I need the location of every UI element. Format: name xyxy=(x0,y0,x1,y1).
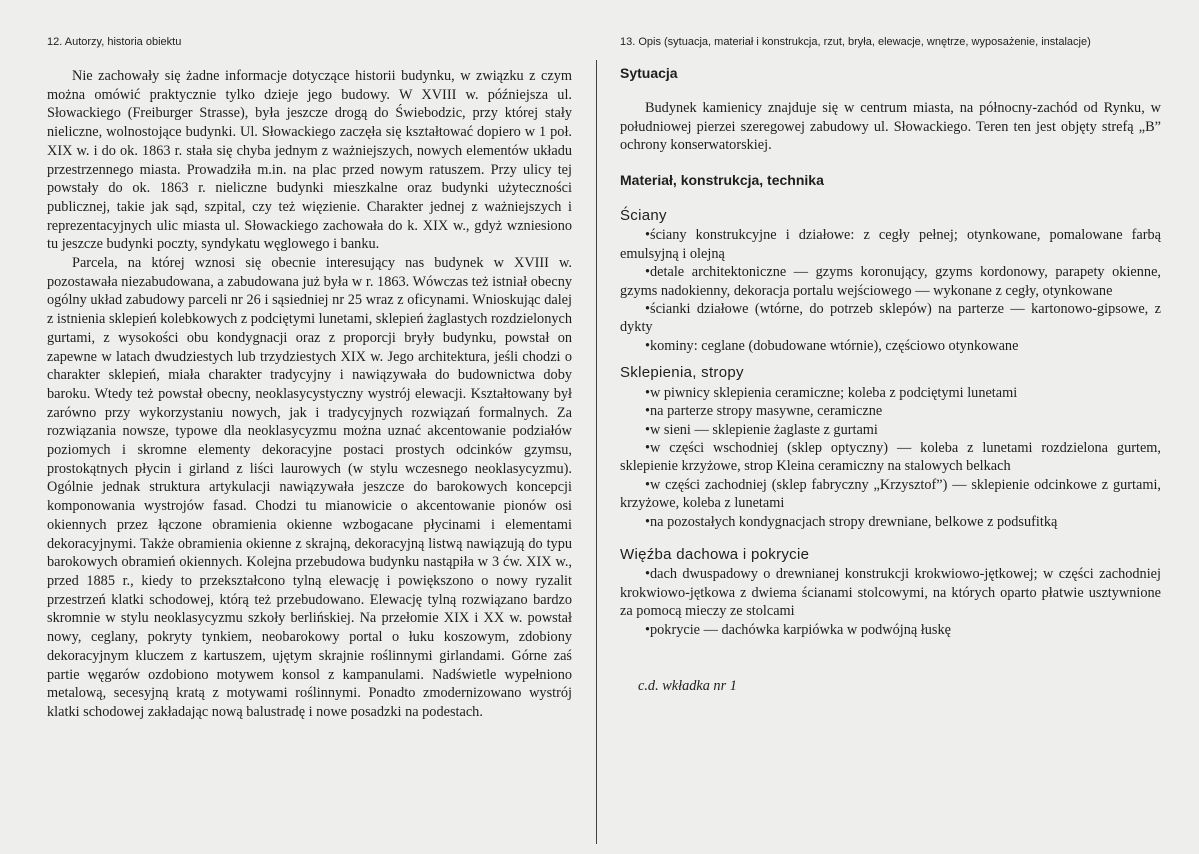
section-12-header: 12. Autorzy, historia obiektu xyxy=(47,36,182,48)
continuation-note: c.d. wkładka nr 1 xyxy=(638,677,737,694)
sklepienia-item: •w części wschodniej (sklep optyczny) — koleba z lunetami rozdzielona gurtem, sklepienie krzyżowe, strop Kleina ceramiczny na stalowych belkach xyxy=(620,439,1161,475)
sciany-item: •kominy: ceglane (dobudowane wtórnie), częściowo otynkowane xyxy=(645,337,1019,354)
sklepienia-item: •w części zachodniej (sklep fabryczny „Krzysztof”) — sklepienie odcinkowe z gurtami, krzyżowe, koleba z lunetami xyxy=(620,476,1161,512)
wiezba-heading: Więźba dachowa i pokrycie xyxy=(620,545,810,563)
sklepienia-heading: Sklepienia, stropy xyxy=(620,364,744,382)
sklepienia-item: •w piwnicy sklepienia ceramiczne; koleba z podciętymi lunetami xyxy=(645,384,1018,401)
wiezba-item: •dach dwuspadowy o drewnianej konstrukcji krokwiowo-jętkowej; w części zachodniej krokwiowo-jętkowa z dwiema ścianami stolcowymi, na których oparto płatwie usztywnione za pomocą mieczy ze stolcami xyxy=(620,566,1161,620)
description-column xyxy=(620,64,1161,695)
wiezba-item: •pokrycie — dachówka karpiówka w podwójną łuskę xyxy=(645,621,951,638)
sciany-item: •ściany konstrukcyjne i działowe: z cegły pełnej; otynkowane, pomalowane farbą emulsyjną i olejną xyxy=(620,227,1161,262)
history-column xyxy=(47,67,572,722)
column-divider xyxy=(596,60,597,844)
sciany-item: •ścianki działowe (wtórne, do potrzeb sklepów) na parterze — kartonowo-gipsowe, z dykty xyxy=(620,301,1161,336)
sytuacja-text: Budynek kamienicy znajduje się w centrum miasta, na północny-zachód od Rynku, w południowej pierzei szeregowej zabudowy ul. Słowackiego. Teren ten jest objęty strefą „B” ochrony konserwatorskiej. xyxy=(620,100,1161,154)
sciany-heading: Ściany xyxy=(620,207,667,225)
sciany-item: •detale architektoniczne — gzyms koronujący, gzyms kordonowy, parapety okienne, gzyms nadokienny, dekoracja portalu wejściowego — wykonane z cegły, otynkowane xyxy=(620,264,1161,299)
sytuacja-heading: Sytuacja xyxy=(620,65,678,81)
sklepienia-item: •na parterze stropy masywne, ceramiczne xyxy=(645,403,883,420)
history-paragraph-2: Parcela, na której wznosi się obecnie interesujący nas budynek w XVIII w. pozostawała niezabudowana, a zabudowana już była w r. 1863. Wówczas też istniał obecny ogólny układ zabudowy parceli nr 26 i sąsiedniej nr 25 wraz z oficynami. Wnioskując dalej z istnienia sklepień kolebkowych z podciętymi lunetami, sklepień żaglastych rozdzielonych gurtami, z wysokości obu kondygnacji oraz z proporcji bryły budynku, powstał on zapewne w latach dwudziestych lub trzydziestych XIX w. Jego architektura, jeśli chodzi o charakter sklepień, miała charakter tradycyjny i nawiązywała do budownictwa doby baroku. Wtedy też powstał obecny, neoklasycystyczny wystrój elewacji. Kształtowany był zarówno przy wykorzystaniu nowych, jak i tradycyjnych rozwiązań formalnych. Za rozwiązania nowsze, typowe dla neoklasycyzmu można uznać akcentowanie podziałów poziomych i skromne elementy dekoracyjne postaci prostych odcinków gzymsu, prostokątnych płycin i girland z liści laurowych (w stylu wczesnego neoklasycyzmu). Ogólnie jednak struktura artykulacji nawiązywała jeszcze do barokowych koncepcji komponowania wystrojów fasad. Chodzi tu mianowicie o akcentowanie pionów osi okiennych przez łączone obramienia okienne wzbogacane płycinami i elementami dekoracyjnymi. Także obramienia okienne z skrajną, dekoracyjną listwą nawiązują do typu barokowych obramień okiennych. Kolejna przebudowa budynku nastąpiła w 3 ćw. XIX w., przed 1885 r., kiedy to przekształcono tylną elewację i powiększono o nowy ryzalit przestrzeń klatki schodowej, którą też przebudowano. Elewację tylną rozwiązano bardzo skromnie w stylu neoklasycyzmu szkoły berlińskiej. Na przełomie XIX i XX w. powstał nowy, ceglany, pokryty tynkiem, neobarokowy portal o łuku koszowym, zdobiony dekoracyjnym kluczem z kartuszem, ujętym skrajnie roślinnymi girlandami. Górne zaś partie węgarów ozdobiono motywem konsol z kampanulami. Nadświetle wypełniono metalową, secesyjną kratą z motywami roślinnymi. Ponadto zmodernizowano wystrój klatki schodowej zakładając nową balustradę i nowe posadzki na podestach. xyxy=(47,255,572,720)
section-13-header: 13. Opis (sytuacja, materiał i konstrukcja, rzut, bryła, elewacje, wnętrze, wyposażenie, instalacje) xyxy=(620,36,1091,48)
sklepienia-item: •w sieni — sklepienie żaglaste z gurtami xyxy=(645,421,878,438)
sklepienia-item: •na pozostałych kondygnacjach stropy drewniane, belkowe z podsufitką xyxy=(645,513,1058,530)
material-heading: Materiał, konstrukcja, technika xyxy=(620,171,824,188)
history-paragraph-1: Nie zachowały się żadne informacje dotyczące historii budynku, w związku z czym można omówić praktycznie tylko dzieje jego budowy. W XVIII w. późniejsza ul. Słowackiego (Freiburger Strasse), była jeszcze drogą do Świebodzic, przy której stały nieliczne, wolnostojące budynki. Ul. Słowackiego zaczęła się kształtować dopiero w 1 poł. XIX w. i do ok. 1863 r. stała się chyba jednym z ważniejszych, nowych elementów układu przestrzennego miasta. Prowadziła m.in. na plac przed nowym ratuszem. Przy ulicy tej powstały do ok. 1863 r. nieliczne budynki mieszkalne oraz budynki użyteczności publicznej, takie jak sąd, szpital, czy też więzienie. Charakter jednej z ważniejszych i reprezentacyjnych ulic miasta ul. Słowackiego zachowała do k. XIX w., gdyż wzniesiono tu jeszcze budynki poczty, syndykatu węglowego i banku. xyxy=(47,68,572,253)
